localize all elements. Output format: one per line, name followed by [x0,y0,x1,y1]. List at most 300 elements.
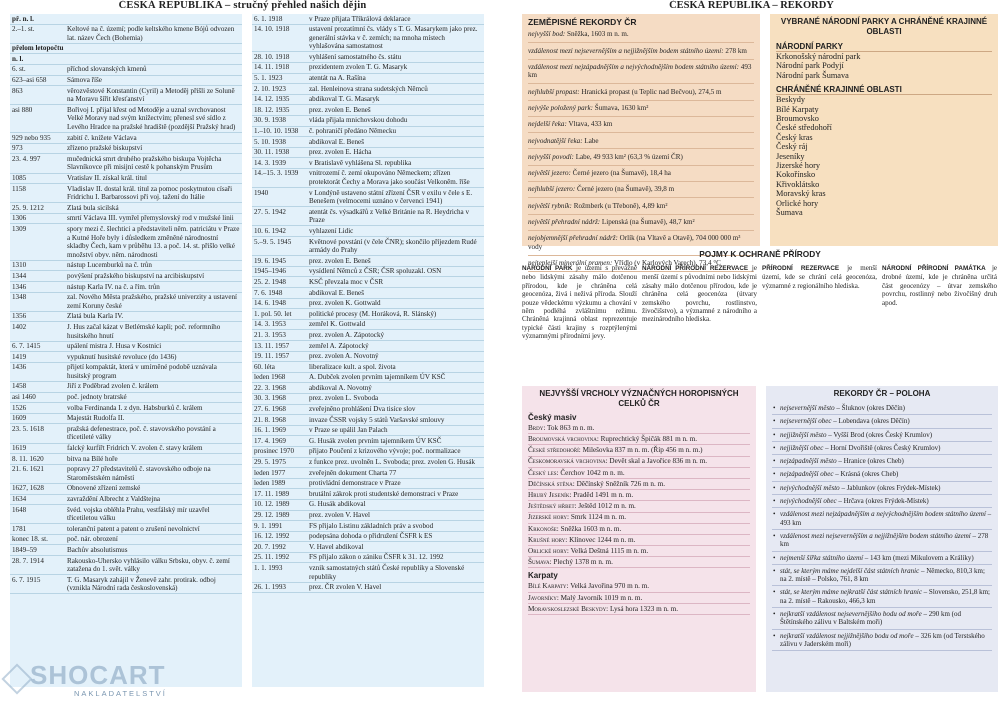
range-name: Orlické hory: [528,546,569,555]
peak-value: Smrk 1124 m n. m. [570,513,627,522]
history-row [252,373,484,384]
history-row [252,415,484,426]
history-event: atentát čs. výsadkářů z Velké Británie na R. Heydricha v Praze [309,207,470,225]
history-event: atentát na A. Rašína [309,74,366,83]
peak-value: Sněžka 1603 m n. m. [560,524,622,533]
history-date: 8. 11. 1620 [12,454,44,463]
range-name: Ještědský hřbet: [528,502,577,511]
history-date: př. n. l. [12,14,34,23]
history-date: 25. 11. 1992 [254,553,290,562]
record-value: Šumava, 1630 km² [594,104,649,113]
history-event: zal. Henleinova strana sudetských Němců [309,84,428,93]
history-row [10,545,242,556]
history-event: vyhlášení samostatného čs. státu [309,52,402,61]
history-date: 29. 12. 1989 [254,511,290,519]
history-date: 6. st. [12,65,26,74]
peak-value: Milešovka 837 m n. m. (Říp 456 m n. m.) [582,446,703,455]
nature-terms-title: POJMY K OCHRANĚ PŘÍRODY [699,249,821,259]
park-item: Národní park Šumava [776,70,849,80]
peak-row [528,490,750,501]
position-record-row [772,468,992,481]
history-row [10,65,242,76]
history-date: 29. 5. 1975 [254,458,286,467]
history-row [10,25,242,44]
history-row [10,54,242,65]
history-row [10,293,242,312]
history-date: 623–asi 658 [12,76,47,85]
position-record-row [772,415,992,428]
carpathians-list [528,581,750,615]
history-event: Rakousko-Uhersko vyhlásilo válku Srbsku, obyv. č. zemí zatažena do 1. svět. války [67,556,230,574]
nature-term-definition: je drobné území, kde je chráněna určitá část geocenózy – útvar zemského povrchu, rostlinný nebo živočišný druh apod. [882,264,997,307]
history-event: vznik samostatných států České republiky a Slovenské republiky [309,563,465,581]
history-row [252,52,484,63]
history-date: 25. 2. 1948 [254,277,286,286]
history-date: 30. 3. 1968 [254,394,286,403]
park-item: Jizerské hory [776,161,821,171]
record-label: nejvodnatější řeka: [528,136,583,145]
history-event: přijato Poučení z krizového vývoje; poč. normalizace [309,447,461,456]
history-date: 1609 [12,414,27,423]
nature-term [762,264,877,290]
history-event: švéd. vojska obléhla Prahu, vestfálský mír uzavřel třicetiletou válku [67,505,210,523]
range-name: Moravskoslezské Beskydy: [528,604,609,613]
protected-areas-list [776,95,992,217]
peak-value: Praděd 1491 m n. m. [573,491,634,500]
peak-row [528,513,750,524]
history-date: 28. 10. 1918 [254,52,290,61]
history-event: T. G. Masaryk zahájil v Ženevě zahr. protirak. odboj (vznikla Národní rada československá) [67,575,216,593]
geographic-record-row [528,117,754,133]
history-row [252,532,484,543]
geographic-records-title: ZEMĚPISNÉ REKORDY ČR [528,17,637,27]
history-date: 1940 [254,188,269,197]
history-row [10,14,242,25]
position-record-value: – Krásná (okres Cheb) [833,470,899,479]
record-value: 493 km [528,62,752,80]
nature-term-name: NÁRODNÍ PŘÍRODNÍ PAMÁTKA [882,265,986,272]
history-event: Vladislav II. dostal král. titul za pomoc poskytnutou císaři Fridrichu I. Barbarossovi při voj. tažení do Itálie [67,184,233,202]
history-event: A. Dubček zvolen prvním tajemníkem ÚV KSČ [309,373,446,382]
history-row [10,575,242,594]
history-event: Obnovené zřízení zemské [67,484,141,493]
park-item: Národní park Podyjí [776,61,844,71]
history-row [252,169,484,188]
position-record-value: – 143 km (mezi Mikulovem a Králíky) [863,553,974,562]
position-record-value: – 493 km [780,510,992,527]
position-record-value: – Slovensko, 251,8 km; na 2. místě – Rakousko, 466,3 km [780,588,990,605]
bohemian-massif-heading: Český masiv [528,413,577,422]
national-parks-list [776,52,992,80]
history-event: G. Husák abdikoval [309,500,366,509]
record-value: Černé jezero (na Šumavě), 39,8 m [577,185,675,194]
position-record-label: nejzápadnější město [780,457,837,466]
history-date: leden 1977 [254,468,286,477]
history-row [252,521,484,532]
history-date: přelom letopočtu [12,44,64,53]
park-item: Šumava [776,208,803,218]
position-records-title: REKORDY ČR – POLOHA [833,389,931,398]
position-record-label: nejzápadnější obec [780,470,834,479]
history-event: prez. ČR zvolen V. Havel [309,583,382,592]
range-name: Český les: [528,468,559,477]
history-date: leden 1989 [254,479,286,488]
history-date: 1.–10. 10. 1938 [254,127,299,136]
history-event: zemřel A. Zápotocký [309,341,369,350]
geographic-record-row [528,27,754,43]
history-event [67,15,240,24]
history-date: 30. 9. 1938 [254,116,286,125]
position-record-row [772,482,992,495]
position-record-label: nejsevernější obec [780,417,832,426]
geographic-record-row [528,133,754,149]
history-date: 2.–1. st. [12,25,35,34]
position-record-value: – Lobendava (okres Děčín) [831,417,910,426]
position-record-row [772,565,992,587]
history-row [10,403,242,414]
history-event: liberalizace kult. a spol. života [309,362,396,371]
record-label: vzdálenost mezi nejsevernějším a nejjižnějším bodem státního území: [528,46,724,55]
history-row [252,511,484,522]
position-record-row [772,508,992,530]
history-event: prez. zvolen E. Beneš [309,256,371,265]
history-row [252,405,484,416]
geographic-record-row [528,215,754,231]
history-event: smrtí Václava III. vymřel přemyslovský rod v mužské linii [67,214,234,223]
history-date: 5.–9. 5. 1945 [254,237,292,246]
history-event: Bořivoj I. přijal křest od Metoděje a uznal svrchovanost Velké Moravy nad svým knížectvím; přenesl své sídlo z Levého Hradce na pražské hradiště (pozdější Pražský hrad) [67,105,236,132]
history-row [10,342,242,353]
history-date: 14. 3. 1953 [254,320,286,329]
history-date: 21. 8. 1968 [254,415,286,424]
history-row [252,237,484,256]
history-date: 1356 [12,312,27,321]
history-event: v Praze přijata Tříkrálová deklarace [309,14,411,23]
history-event: KSČ převzala moc v ČSR [309,277,384,286]
history-row [10,224,242,260]
history-row [10,174,242,185]
peak-value: Klínovec 1244 m n. m. [569,535,636,544]
peak-row [528,479,750,490]
history-date: 1. pol. 50. let [254,309,292,318]
history-row [252,309,484,320]
history-row [10,312,242,323]
history-event: zveřejněno prohlášení Dva tisíce slov [309,405,416,414]
history-event: Keltové na č. území; podle keltského kmene Bójů odvozen lat. název Čech (Bohemia) [67,25,235,42]
history-row [252,63,484,74]
nature-term-name: PŘÍRODNÍ REZERVACE [762,265,840,272]
position-record-row [772,552,992,565]
record-value: Lipenská (na Šumavě), 48,7 km² [601,217,695,226]
history-date: 16. 12. 1992 [254,532,290,541]
peak-value: Čerchov 1042 m n. m. [560,468,625,477]
history-row [10,363,242,382]
history-row [10,444,242,455]
history-date: 10. 6. 1942 [254,226,286,235]
history-row [252,288,484,299]
record-label: nejvýše položený park: [528,104,594,113]
range-name: Krkonoše: [528,524,559,533]
history-date: 21. 3. 1953 [254,330,286,339]
history-date: 1648 [12,505,27,514]
record-label: vzdálenost mezi nejzápadnějším a nejvýchodnějším bodem státního území: [528,62,740,71]
history-row [252,267,484,278]
history-date: 1634 [12,495,27,503]
history-event: nástup Lucemburků na č. trůn [67,261,152,270]
record-value: Orlík (na Vltavě a Otavě), 704 000 000 m³ vody [528,234,741,251]
history-event: Sámova říše [67,76,102,85]
geographic-record-row [528,84,754,100]
history-event: V. Havel abdikoval [309,542,364,551]
position-record-row [772,530,992,552]
records-title: ČESKÁ REPUBLIKA – REKORDY [669,0,834,11]
logo-text: SHOCART [30,660,166,690]
history-row [10,322,242,341]
history-row [10,214,242,225]
history-date: 26. 1. 1993 [254,583,286,592]
history-date: 19. 11. 1957 [254,352,290,361]
position-record-label: stát, se kterým máme nejdelší část státních hranic [780,566,920,575]
record-label: největší jezero: [528,169,571,178]
history-row [252,277,484,288]
history-date: 14.–15. 3. 1939 [254,169,299,178]
position-record-row [772,402,992,415]
nature-term-name: NÁRODNÍ PŘÍRODNÍ REZERVACE [642,265,749,272]
history-event: zabití č. knížete Václava [67,133,137,142]
history-row [10,424,242,443]
history-date: 5. 1. 1923 [254,74,283,83]
history-date: 27. 6. 1968 [254,405,286,414]
position-record-label: nejkratší vzdálenost nejjižnějšího bodu od moře [780,631,914,640]
history-row [10,465,242,484]
record-value: Hranická propast (u Teplic nad Bečvou), 274,5 m [581,87,722,96]
position-record-value: – 326 km (od Terstského zálivu v Jaderském moři) [780,631,985,648]
history-event: FS přijalo zákon o zániku ČSFR k 31. 12. 1992 [309,553,444,562]
history-event: nástup Karla IV. na č. a řím. trůn [67,282,160,291]
history-date: 14. 11. 1918 [254,63,290,72]
publisher-logo [0,656,240,700]
position-record-value: – Šluknov (okres Děčín) [834,404,906,412]
range-name: České středohoří: [528,446,581,455]
history-event: zemřel K. Gottwald [309,320,366,329]
history-row [252,394,484,405]
peak-row [528,593,750,604]
logo-mark-icon [1,663,32,694]
history-date: 13. 11. 1957 [254,341,290,350]
history-event: přijetí kompaktát, která v umírněné podobě uznávala husitský program [67,363,217,380]
history-event: invaze ČSSR vojsky 5 států Varšavské smlouvy [309,415,445,424]
history-row [252,14,484,25]
history-row [252,127,484,138]
history-date: 30. 11. 1938 [254,148,290,157]
history-date: 1402 [12,322,27,331]
nature-term [522,264,637,341]
history-row [252,299,484,310]
history-row [252,563,484,582]
record-value: Sněžka, 1603 m n. m. [567,30,629,39]
history-event: prez. zvolen L. Svoboda [309,394,379,403]
peak-value: Lysá hora 1323 m n. m. [609,604,679,613]
park-item: České středohoří [776,123,832,133]
history-event: č. pohraničí předáno Německu [309,127,397,136]
parks-title: VYBRANÉ NÁRODNÍ PARKY A CHRÁNĚNÉ KRAJINNÉ OBLASTI [780,17,988,36]
position-record-value: – Hrčava (okres Frýdek-Místek) [836,497,929,506]
history-row [252,436,484,447]
history-row [252,116,484,127]
history-row [10,454,242,465]
history-row [252,383,484,394]
parks-box [770,14,998,246]
history-date: 1945–1946 [254,267,286,276]
park-item: Krkonošský národní park [776,52,861,61]
history-event: falcký kurfiřt Fridrich V. zvolen č. stavy králem [67,444,203,453]
history-date: 5. 10. 1938 [254,137,286,146]
history-row [10,556,242,575]
history-date: konec 18. st. [12,535,48,544]
history-event: z funkce prez. uvolněn L. Svoboda; prez. zvolen G. Husák [309,458,476,467]
history-row [252,458,484,469]
nature-term-definition: je území s převážně nebo lidskými zásahy málo dotčenou přírodou, kde je chráněna celá geocenóza, živá i neživá příroda. Slouží pouze vědeckému výzkumu a chování v něm podléhá zvláštnímu režimu. Chráněná krajinná oblast reprezentuje typické části krajiny s rozptýlenými významnými přírodními jevy. [522,264,638,341]
history-event: podepsána dohoda o přidružení ČSFR k ES [309,532,433,541]
history-date: 1344 [12,271,27,280]
history-row [10,261,242,272]
geographic-record-row [528,101,754,117]
national-parks-heading: NÁRODNÍ PARKY [776,42,992,52]
history-event: vláda přijala mnichovskou dohodu [309,116,408,125]
park-item: Kokořínsko [776,170,816,180]
record-label: nejobjemnější přehradní nádrž: [528,234,618,243]
position-record-value: – Jablunkov (okres Frýdek-Místek) [839,483,941,492]
history-row [252,74,484,85]
history-row [252,95,484,106]
history-event: toleranční patent a patent o zrušení nevolnictví [67,524,200,533]
peak-row [528,457,750,468]
history-event: ustavení prozatímní čs. vlády s T. G. Masarykem jako prez. generální stávka v č. zemích; na mnoha místech vyhlašována samostatnost [309,25,478,51]
peak-value: Devět skal a Javořice 836 m n. m. [609,457,708,466]
history-event: upálení mistra J. Husa v Kostnici [67,342,162,351]
history-event: protivládní demonstrace v Praze [309,479,401,488]
history-date: 18. 12. 1935 [254,105,290,114]
history-date: 21. 6. 1621 [12,465,44,474]
peak-value: Tok 863 m n. m. [547,423,595,432]
history-row [10,484,242,495]
history-date: 1419 [12,352,27,361]
history-date: 1526 [12,403,27,412]
history-row [10,86,242,105]
history-row [10,282,242,293]
history-row [252,479,484,490]
history-date: asi 880 [12,105,33,114]
range-name: Hrubý Jeseník: [528,491,572,500]
history-row [10,144,242,155]
history-date: 17. 4. 1969 [254,436,286,445]
history-row [252,330,484,341]
history-event: věrozvěstové Konstantin (Cyril) a Metoděj přišli ze Soluně na Moravu šířit křesťanství [67,86,235,104]
history-row [10,393,242,404]
history-row [252,256,484,267]
history-event: spory mezi č. šlechtici a představiteli něm. patriciátu v Praze a Kutné Hoře byly i důsledkem změněné národnostní skladby Čech, kam v průběhu 13. a poč. 14. st. přišlo velké množství obyv. něm. národnosti [67,224,240,259]
range-name: Jizerské hory: [528,513,570,522]
history-date: 1619 [12,444,27,453]
history-date: 22. 3. 1968 [254,383,286,392]
position-record-value: – Vyšší Brod (okres Český Krumlov) [826,430,933,439]
park-item: Moravský kras [776,189,826,199]
range-name: Šumava: [528,558,552,567]
history-event: abdikoval A. Novotný [309,383,372,392]
history-date: 6. 7. 1415 [12,342,41,351]
position-record-row [772,495,992,508]
peak-value: Velká Javořina 970 m n. m. [570,582,650,591]
history-date: 1781 [12,524,27,533]
peak-row [528,501,750,512]
history-row [252,468,484,479]
history-event: politické procesy (M. Horáková, R. Slánský) [309,309,437,318]
history-event: prez. zvolen A. Zápotocký [309,330,385,339]
position-record-label: nejkratší vzdálenost nejsevernějšího bodu od moře [780,610,922,619]
history-date: 973 [12,144,23,153]
record-value: Černé jezero (na Šumavě), 18,4 ha [572,169,671,178]
park-item: Český ráj [776,142,808,152]
record-label: největší rybník: [528,201,572,210]
position-records-box [766,386,998,692]
nature-term [882,264,997,307]
history-row [252,542,484,553]
history-event: prez. zvolen V. Havel [309,511,370,519]
park-item: Orlické hory [776,198,819,208]
peak-value: Ještěd 1012 m n. m. [578,502,636,511]
nature-terms-box [522,248,998,378]
history-event: vnitrozemí č. zemí okupováno Německem; zřízen protektorát Čechy a Morava jako součást Velkoněm. říše [309,169,470,186]
history-event: G. Husák zvolen prvním tajemníkem ÚV KSČ [309,436,442,445]
history-row [252,25,484,53]
history-date: 14. 12. 1935 [254,95,290,104]
range-name: Českomoravská vrchovina: [528,457,608,466]
history-date: 20. 7. 1992 [254,542,286,551]
record-label: nejhlubší jezero: [528,185,576,194]
history-row [10,495,242,506]
record-label: nejhlubší propast: [528,87,580,96]
record-value: 278 km [725,46,747,55]
history-event: povýšení pražského biskupství na arcibiskupství [67,271,205,280]
park-item: Beskydy [776,95,806,105]
position-record-label: nejvýchodnější obec [780,497,837,506]
position-record-row [772,455,992,468]
history-date: 6. 7. 1915 [12,575,41,584]
record-value: Rožmberk (u Třeboně), 4,89 km² [573,201,668,210]
history-row [252,583,484,594]
history-date: 14. 6. 1948 [254,299,286,308]
geographic-record-row [528,149,754,165]
history-event: Květnové povstání (v čele ČNR); skončilo příjezdem Rudé armády do Prahy [309,237,477,255]
history-date: 1627, 1628 [12,484,44,493]
park-item: Jeseníky [776,151,805,161]
protected-areas-heading: CHRÁNĚNÉ KRAJINNÉ OBLASTI [776,85,992,95]
peak-row [528,604,750,615]
geographic-record-row [528,198,754,214]
peak-value: Děčínský Sněžník 726 m n. m. [576,479,665,488]
history-event: Jiří z Poděbrad zvolen č. králem [67,382,159,391]
geographic-record-row [528,60,754,85]
history-event: abdikoval E. Beneš [309,288,364,297]
geographic-record-row [528,166,754,182]
history-date: 23. 5. 1618 [12,424,44,433]
history-event: prez. zvolen K. Gottwald [309,299,381,308]
peak-row [528,581,750,592]
position-record-row [772,442,992,455]
history-date: 1458 [12,382,27,391]
history-event: Bachův absolutismus [67,545,128,554]
history-event: Zlatá bula sicilská [67,203,119,212]
